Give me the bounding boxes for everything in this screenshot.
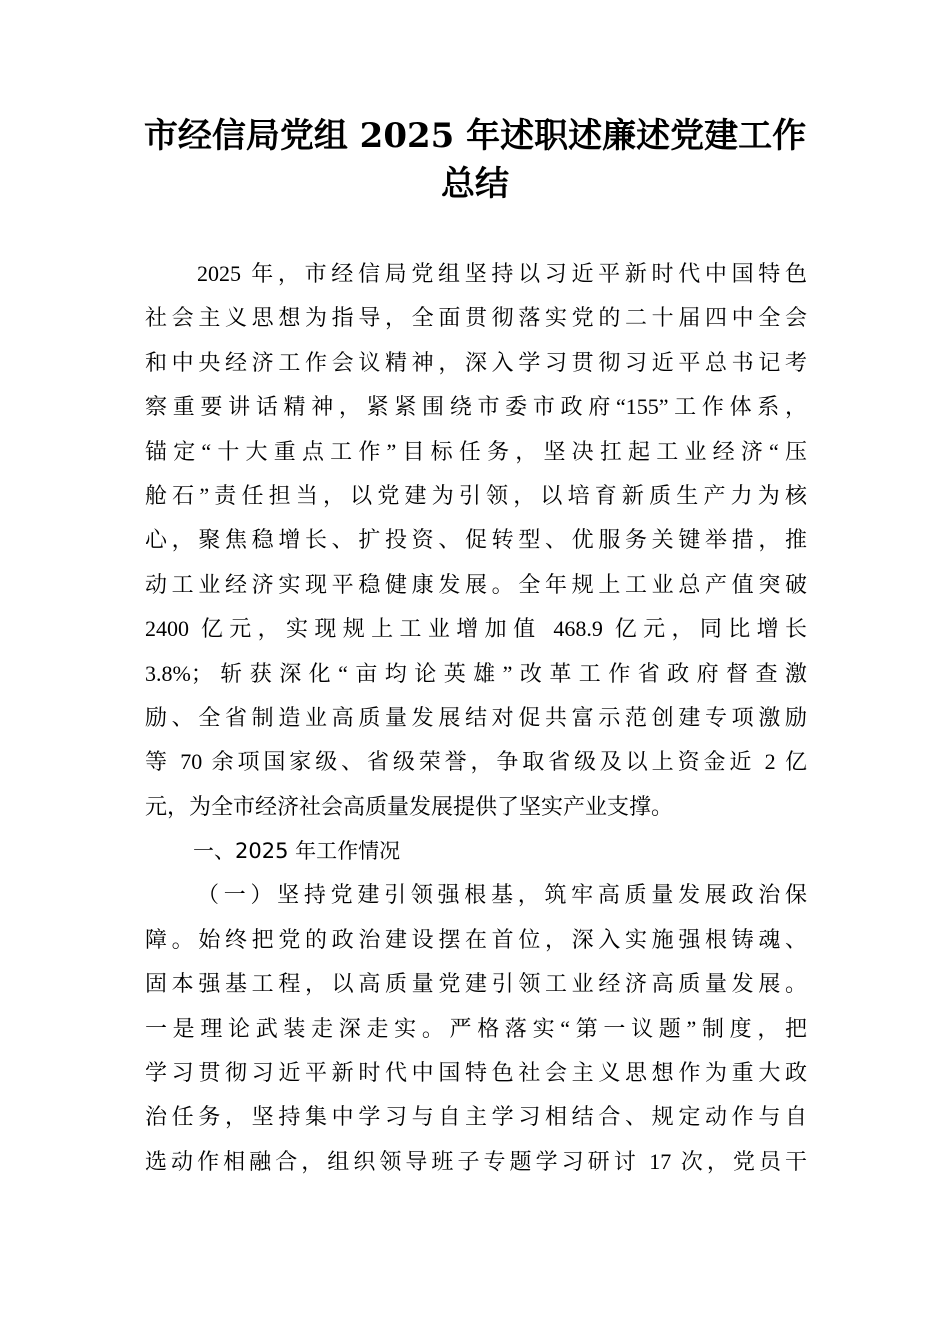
text-line: 舱石”责任担当，以党建为引领，以培育新质生产力为核 [145, 482, 807, 508]
text-line: 心，聚焦稳增长、扩投资、促转型、优服务关键举措，推 [145, 527, 807, 553]
text-line: 和中央经济工作会议精神，深入学习贯彻习近平总书记考 [145, 349, 807, 375]
section-heading: 一、2025 年工作情况 [193, 839, 401, 864]
text-line: 选动作相融合，组织领导班子专题学习研讨 17 次，党员干 [145, 1148, 807, 1174]
text-line: 学习贯彻习近平新时代中国特色社会主义思想作为重大政 [145, 1060, 807, 1086]
text-line: 障。始终把党的政治建设摆在首位，深入实施强根铸魂、 [145, 926, 807, 952]
text-line: 元，为全市经济社会高质量发展提供了坚实产业支撑。 [145, 793, 674, 819]
document-title [100, 112, 850, 208]
section-1-paragraph [145, 873, 807, 1184]
text-line: 社会主义思想为指导，全面贯彻落实党的二十届四中全会 [145, 305, 807, 331]
text-line: 2400 亿元，实现规上工业增加值 468.9 亿元，同比增长 [145, 616, 807, 642]
text-line: 察重要讲话精神，紧紧围绕市委市政府“155”工作体系， [145, 394, 807, 420]
text-line: 动工业经济实现平稳健康发展。全年规上工业总产值突破 [145, 571, 807, 597]
text-line: 2025 年，市经信局党组坚持以习近平新时代中国特色 [197, 261, 807, 286]
text-line: 等 70 余项国家级、省级荣誉，争取省级及以上资金近 2 亿 [145, 749, 807, 775]
text-line: 锚定“十大重点工作”目标任务，坚决扛起工业经济“压 [145, 438, 807, 464]
text-line: 一是理论武装走深走实。严格落实“第一议题”制度，把 [145, 1015, 807, 1041]
intro-paragraph [145, 252, 807, 829]
document-body [145, 252, 807, 1184]
title-line-1: 市经信局党组 2025 年述职述廉述党建工作 [143, 116, 807, 156]
title-line-2: 总结 [441, 164, 509, 204]
subsection-heading-line: （一）坚持党建引领强根基，筑牢高质量发展政治保 [197, 882, 807, 908]
text-line: 3.8%；斩获深化“亩均论英雄”改革工作省政府督查激 [145, 660, 807, 686]
text-line: 固本强基工程，以高质量党建引领工业经济高质量发展。 [145, 971, 807, 997]
text-line: 治任务，坚持集中学习与自主学习相结合、规定动作与自 [145, 1104, 807, 1130]
text-line: 励、全省制造业高质量发展结对促共富示范创建专项激励 [145, 704, 807, 730]
